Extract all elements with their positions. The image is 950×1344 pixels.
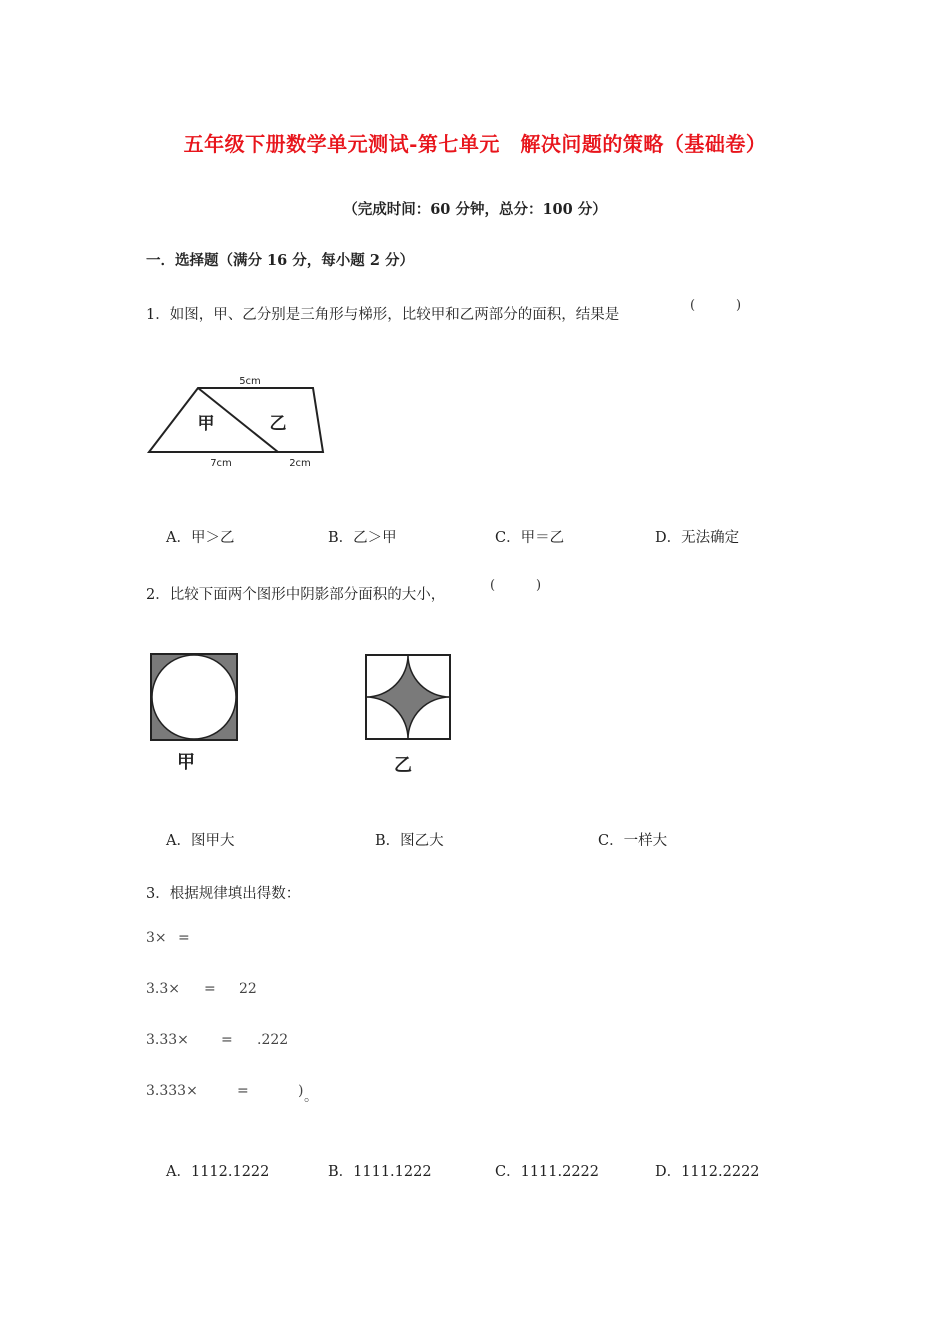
question-2-text: 2．比较下面两个图形中阴影部分面积的大小， [146,587,446,603]
figure-jia-label: 甲 [177,752,195,773]
pattern-line-2-left: 3.3× [146,981,180,997]
pattern-line-3-left: 3.33× [146,1032,189,1048]
pattern-line-4-period: 。 [304,1089,318,1105]
question-2-option-b[interactable]: B．图乙大 [375,833,444,849]
label-top: 5cm [239,376,261,387]
pattern-line-2-equals: = [204,981,216,997]
figure-yi [360,648,460,778]
pattern-line-4-left: 3.333× [146,1083,198,1099]
question-3-option-d[interactable]: D．1112.2222 [655,1164,760,1180]
pattern-line-4-paren: ) [298,1083,304,1099]
section-heading: 一．选择题（满分 16 分，每小题 2 分） [146,252,414,269]
question-2-option-a[interactable]: A．图甲大 [166,833,235,849]
label-bottom-left: 7cm [210,458,232,469]
pattern-line-1-left: 3× [146,930,167,946]
question-3-text: 3．根据规律填出得数： [146,886,301,902]
question-3-option-c[interactable]: C．1111.2222 [495,1164,600,1180]
pattern-line-4-equals: = [237,1083,249,1099]
question-1-paren-open: ( [690,298,696,313]
pattern-line-1-equals: = [178,930,190,946]
question-1-text: 1．如图，甲、乙分别是三角形与梯形，比较甲和乙两部分的面积，结果是 [146,307,620,323]
page-title: 五年级下册数学单元测试-第七单元 解决问题的策略（基础卷） [183,132,767,156]
figure-yi-label: 乙 [394,755,412,776]
pattern-line-3-result: .222 [257,1032,289,1048]
question-1-option-b[interactable]: B．乙＞甲 [328,530,397,546]
inscribed-circle [152,655,236,739]
pattern-line-3-equals: = [221,1032,233,1048]
question-2-paren-close: ) [536,578,542,593]
question-3-option-b[interactable]: B．1111.1222 [328,1164,432,1180]
trapezoid-shape [149,388,323,452]
page-subtitle: （完成时间：60 分钟，总分：100 分） [343,201,607,218]
label-bottom-right: 2cm [289,458,311,469]
region-right-label: 乙 [269,414,287,434]
question-1-option-a[interactable]: A．甲＞乙 [166,530,235,546]
question-2-paren-open: ( [490,578,496,593]
question-1-paren-close: ) [736,298,742,313]
question-1-option-c[interactable]: C．甲＝乙 [495,530,565,546]
pattern-line-2-result: 22 [239,981,257,997]
question-1-figure [140,365,340,475]
question-3-option-a[interactable]: A．1112.1222 [166,1164,270,1180]
region-left-label: 甲 [197,414,215,434]
question-1-option-d[interactable]: D．无法确定 [655,530,740,546]
question-2-option-c[interactable]: C．一样大 [598,833,668,849]
figure-jia [145,648,245,778]
